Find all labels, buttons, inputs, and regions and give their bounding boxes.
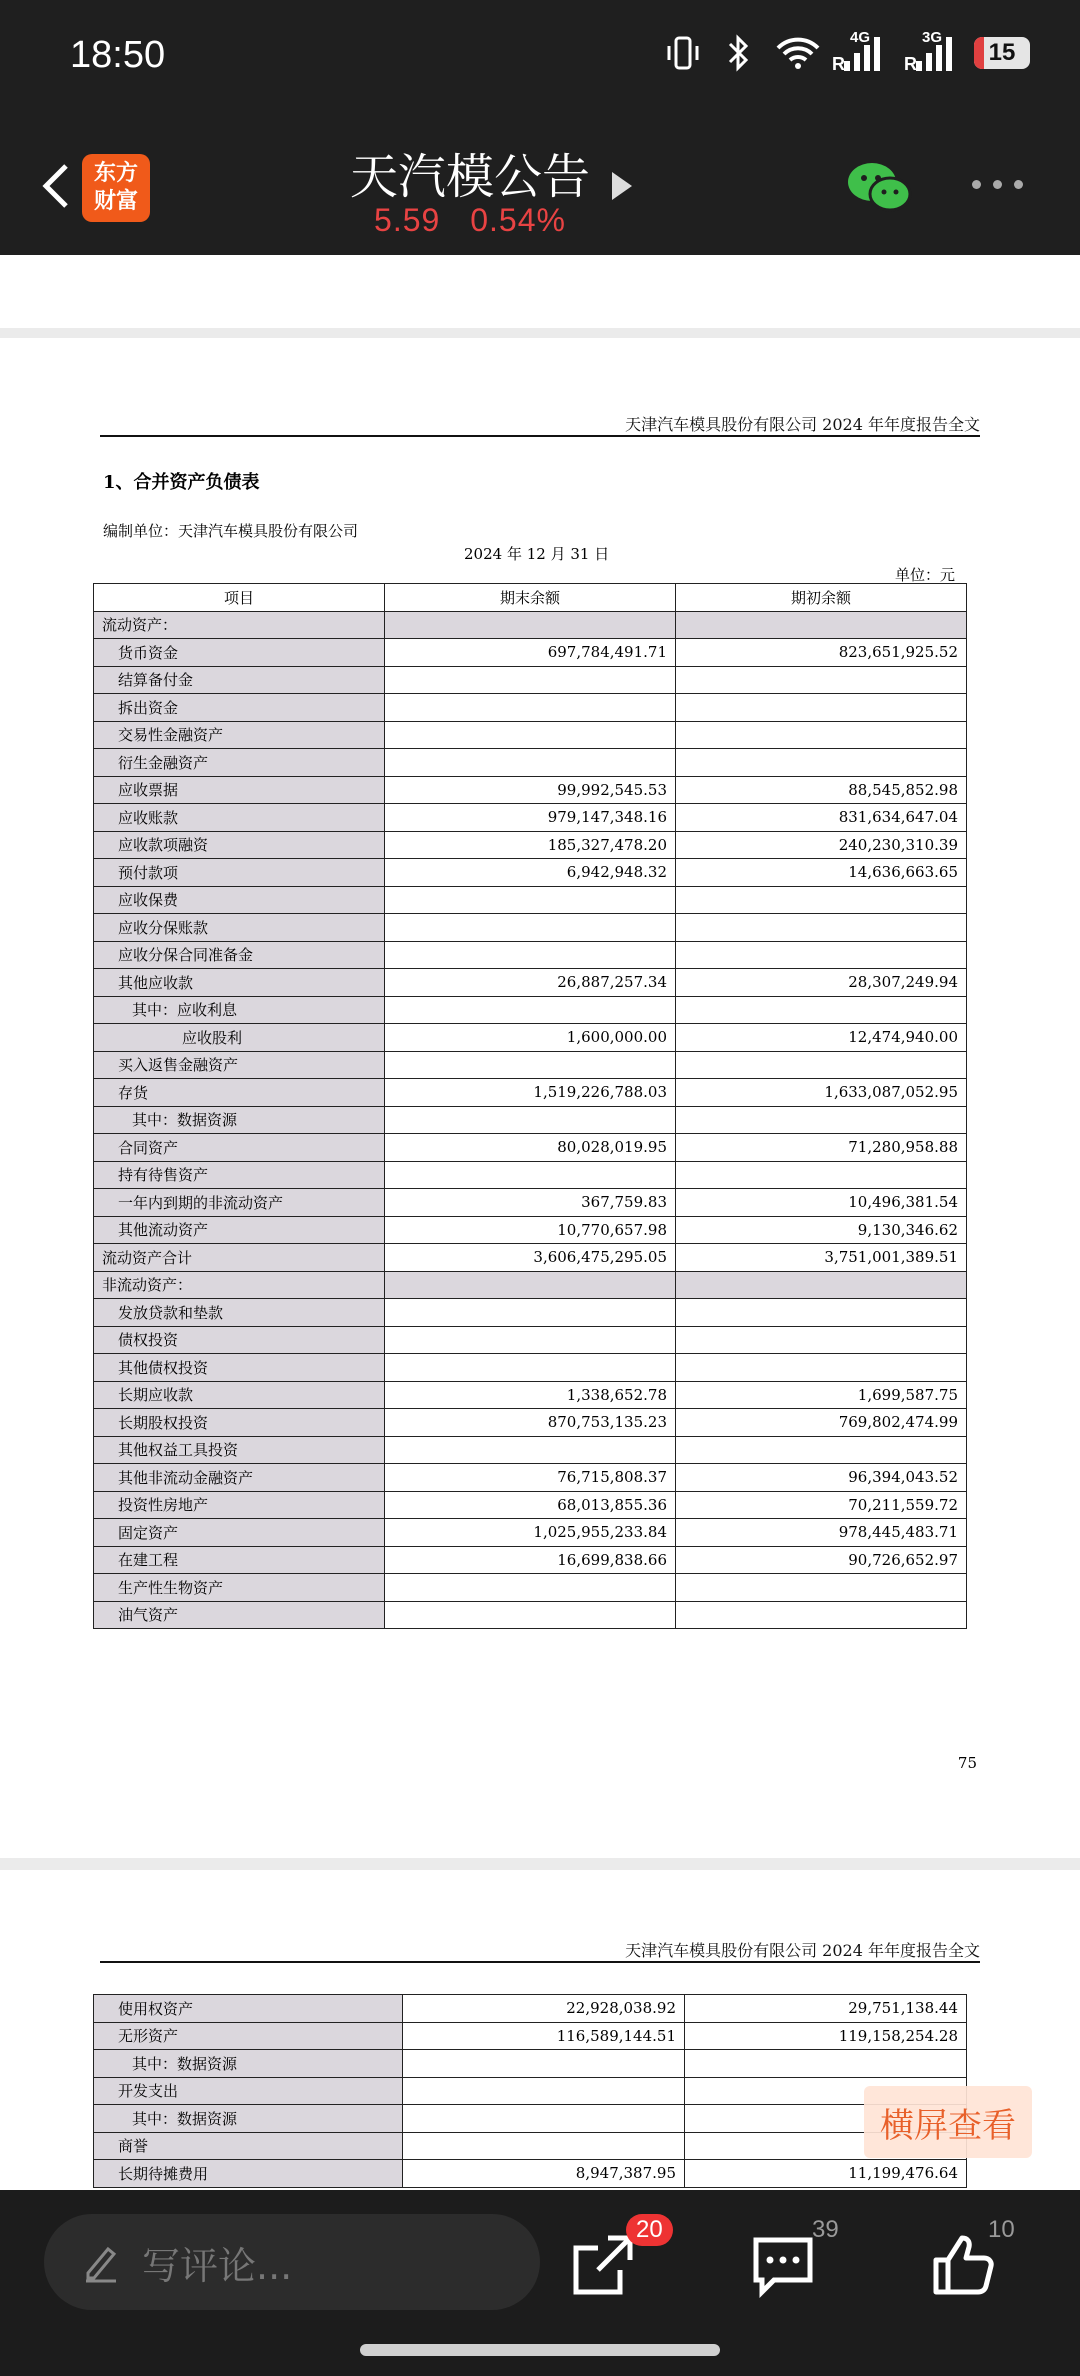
row-item-label: 无形资产 xyxy=(94,2022,403,2050)
row-item-label: 长期待摊费用 xyxy=(94,2160,403,2188)
row-end-balance: 76,715,808.37 xyxy=(385,1464,676,1492)
row-end-balance xyxy=(385,1326,676,1354)
row-item-label: 长期应收款 xyxy=(94,1381,385,1409)
row-begin-balance xyxy=(676,1436,967,1464)
compiler-label: 编制单位：天津汽车模具股份有限公司 xyxy=(103,522,359,540)
row-end-balance xyxy=(385,611,676,639)
row-begin-balance xyxy=(676,721,967,749)
table-row xyxy=(94,2132,967,2160)
row-begin-balance: 10,496,381.54 xyxy=(676,1189,967,1217)
row-begin-balance: 88,545,852.98 xyxy=(676,776,967,804)
table-row xyxy=(94,1995,967,2023)
row-item-label: 衍生金融资产 xyxy=(94,749,385,777)
table-row xyxy=(94,2160,967,2188)
row-item-label: 使用权资产 xyxy=(94,1995,403,2023)
comment-input[interactable] xyxy=(44,2214,540,2310)
row-item-label: 开发支出 xyxy=(94,2077,403,2105)
row-item-label: 应收分保合同准备金 xyxy=(94,941,385,969)
row-begin-balance: 1,699,587.75 xyxy=(676,1381,967,1409)
stock-price: 5.59 xyxy=(374,202,441,238)
row-begin-balance xyxy=(676,941,967,969)
row-end-balance: 80,028,019.95 xyxy=(385,1134,676,1162)
doc-header-rule xyxy=(100,435,980,437)
play-icon[interactable] xyxy=(612,172,632,200)
table-row xyxy=(94,1574,967,1602)
table-row xyxy=(94,1161,967,1189)
row-item-label: 流动资产： xyxy=(94,611,385,639)
table-row xyxy=(94,721,967,749)
comment-count: 39 xyxy=(812,2216,839,2243)
row-end-balance xyxy=(385,666,676,694)
row-begin-balance: 1,633,087,052.95 xyxy=(676,1079,967,1107)
status-bar xyxy=(0,0,1080,120)
row-end-balance xyxy=(385,1601,676,1629)
table-row xyxy=(94,1106,967,1134)
row-item-label: 应收款项融资 xyxy=(94,831,385,859)
table-row xyxy=(94,914,967,942)
row-begin-balance xyxy=(676,749,967,777)
share-icon[interactable] xyxy=(568,2230,638,2300)
row-end-balance: 16,699,838.66 xyxy=(385,1546,676,1574)
row-begin-balance xyxy=(676,1299,967,1327)
table-row xyxy=(94,1244,967,1272)
row-begin-balance xyxy=(676,666,967,694)
like-count: 10 xyxy=(988,2216,1015,2243)
row-item-label: 存货 xyxy=(94,1079,385,1107)
row-begin-balance: 3,751,001,389.51 xyxy=(676,1244,967,1272)
row-item-label: 债权投资 xyxy=(94,1326,385,1354)
row-begin-balance: 96,394,043.52 xyxy=(676,1464,967,1492)
row-end-balance xyxy=(385,1051,676,1079)
row-item-label: 流动资产合计 xyxy=(94,1244,385,1272)
row-item-label: 拆出资金 xyxy=(94,694,385,722)
row-begin-balance xyxy=(676,914,967,942)
row-end-balance xyxy=(385,886,676,914)
row-item-label: 发放贷款和垫款 xyxy=(94,1299,385,1327)
row-end-balance xyxy=(385,914,676,942)
row-item-label: 其中：应收利息 xyxy=(94,996,385,1024)
table-row xyxy=(94,1409,967,1437)
row-item-label: 生产性生物资产 xyxy=(94,1574,385,1602)
pencil-icon xyxy=(82,2241,120,2283)
page-number: 75 xyxy=(957,1754,977,1772)
row-item-label: 买入返售金融资产 xyxy=(94,1051,385,1079)
row-begin-balance xyxy=(676,886,967,914)
app-bar xyxy=(0,120,1080,255)
share-badge: 20 xyxy=(626,2214,673,2246)
row-begin-balance: 823,651,925.52 xyxy=(676,639,967,667)
row-begin-balance xyxy=(676,996,967,1024)
row-end-balance xyxy=(385,749,676,777)
row-item-label: 固定资产 xyxy=(94,1519,385,1547)
row-begin-balance xyxy=(676,1161,967,1189)
table-row xyxy=(94,2022,967,2050)
doc-header: 天津汽车模具股份有限公司 2024 年年度报告全文 xyxy=(625,415,980,434)
row-begin-balance xyxy=(676,1051,967,1079)
balance-sheet-table-2 xyxy=(93,1994,967,2188)
row-item-label: 在建工程 xyxy=(94,1546,385,1574)
comment-placeholder: 写评论... xyxy=(142,2243,293,2288)
row-end-balance xyxy=(403,2105,685,2133)
table-row xyxy=(94,1189,967,1217)
comment-icon[interactable] xyxy=(748,2230,818,2300)
row-item-label: 合同资产 xyxy=(94,1134,385,1162)
table-row xyxy=(94,2105,967,2133)
row-end-balance xyxy=(403,2132,685,2160)
table-row xyxy=(94,611,967,639)
table-row xyxy=(94,776,967,804)
table-row xyxy=(94,886,967,914)
vibrate-icon xyxy=(664,34,702,72)
table-row xyxy=(94,639,967,667)
table-row xyxy=(94,1024,967,1052)
table-row xyxy=(94,1491,967,1519)
row-item-label: 商誉 xyxy=(94,2132,403,2160)
stock-quote xyxy=(0,202,940,239)
table-row xyxy=(94,1354,967,1382)
row-end-balance: 367,759.83 xyxy=(385,1189,676,1217)
row-end-balance xyxy=(385,1436,676,1464)
row-item-label: 货币资金 xyxy=(94,639,385,667)
row-begin-balance: 978,445,483.71 xyxy=(676,1519,967,1547)
status-time: 18:50 xyxy=(70,34,166,76)
section-title: 1、合并资产负债表 xyxy=(103,472,260,493)
row-begin-balance: 831,634,647.04 xyxy=(676,804,967,832)
table-row xyxy=(94,1601,967,1629)
report-date: 2024 年 12 月 31 日 xyxy=(464,545,610,563)
row-end-balance: 1,600,000.00 xyxy=(385,1024,676,1052)
doc-header-2: 天津汽车模具股份有限公司 2024 年年度报告全文 xyxy=(625,1941,980,1960)
row-begin-balance xyxy=(676,611,967,639)
table-row xyxy=(94,1519,967,1547)
bottom-bar xyxy=(0,2190,1080,2376)
row-begin-balance: 71,280,958.88 xyxy=(676,1134,967,1162)
row-begin-balance xyxy=(676,1106,967,1134)
row-item-label: 结算备付金 xyxy=(94,666,385,694)
table-row xyxy=(94,1381,967,1409)
row-end-balance xyxy=(403,2077,685,2105)
row-end-balance: 8,947,387.95 xyxy=(403,2160,685,2188)
row-item-label: 其中：数据资源 xyxy=(94,1106,385,1134)
row-end-balance xyxy=(385,1106,676,1134)
table-row xyxy=(94,969,967,997)
table-row xyxy=(94,749,967,777)
row-end-balance xyxy=(403,2050,685,2078)
table-row xyxy=(94,694,967,722)
row-begin-balance: 240,230,310.39 xyxy=(676,831,967,859)
signal-4g: 4G R xyxy=(844,35,880,71)
row-begin-balance: 769,802,474.99 xyxy=(676,1409,967,1437)
row-begin-balance: 90,726,652.97 xyxy=(676,1546,967,1574)
table-row xyxy=(94,1271,967,1299)
row-end-balance xyxy=(385,1354,676,1382)
row-end-balance: 1,025,955,233.84 xyxy=(385,1519,676,1547)
wifi-icon xyxy=(774,34,822,72)
home-indicator[interactable] xyxy=(360,2344,720,2356)
row-begin-balance xyxy=(676,1574,967,1602)
table-row xyxy=(94,831,967,859)
eastmoney-logo[interactable]: 东方 财富 xyxy=(82,154,150,222)
table-row xyxy=(94,2050,967,2078)
row-item-label: 非流动资产： xyxy=(94,1271,385,1299)
row-item-label: 其中：数据资源 xyxy=(94,2105,403,2133)
table-row xyxy=(94,1299,967,1327)
status-icons xyxy=(664,29,1030,74)
more-icon[interactable] xyxy=(972,180,1023,189)
table-header-row xyxy=(94,584,967,612)
row-item-label: 油气资产 xyxy=(94,1601,385,1629)
table-header-cell: 期初余额 xyxy=(676,584,967,612)
row-end-balance: 1,338,652.78 xyxy=(385,1381,676,1409)
page-title: 天汽模公告 xyxy=(349,149,590,205)
landscape-view-button[interactable]: 横屏查看 xyxy=(864,2086,1032,2158)
table-row xyxy=(94,666,967,694)
signal-3g: 3G R xyxy=(916,35,952,71)
document-page xyxy=(0,338,1080,1858)
row-item-label: 其中：数据资源 xyxy=(94,2050,403,2078)
doc-header-rule-2 xyxy=(100,1961,980,1963)
row-end-balance: 870,753,135.23 xyxy=(385,1409,676,1437)
row-item-label: 应收保费 xyxy=(94,886,385,914)
table-row xyxy=(94,859,967,887)
row-item-label: 其他债权投资 xyxy=(94,1354,385,1382)
row-end-balance xyxy=(385,1574,676,1602)
row-end-balance xyxy=(385,1299,676,1327)
row-end-balance: 116,589,144.51 xyxy=(403,2022,685,2050)
bluetooth-icon xyxy=(724,34,752,72)
row-end-balance: 1,519,226,788.03 xyxy=(385,1079,676,1107)
row-begin-balance: 12,474,940.00 xyxy=(676,1024,967,1052)
row-item-label: 应收票据 xyxy=(94,776,385,804)
table-row xyxy=(94,941,967,969)
row-begin-balance: 70,211,559.72 xyxy=(676,1491,967,1519)
previous-page-bottom xyxy=(0,255,1080,328)
table-row xyxy=(94,1134,967,1162)
row-item-label: 应收账款 xyxy=(94,804,385,832)
row-begin-balance: 29,751,138.44 xyxy=(685,1995,967,2023)
row-item-label: 其他应收款 xyxy=(94,969,385,997)
row-begin-balance: 14,636,663.65 xyxy=(676,859,967,887)
row-end-balance: 979,147,348.16 xyxy=(385,804,676,832)
table-header-cell: 期末余额 xyxy=(385,584,676,612)
stock-change: 0.54% xyxy=(470,202,566,238)
row-end-balance: 697,784,491.71 xyxy=(385,639,676,667)
row-end-balance: 68,013,855.36 xyxy=(385,1491,676,1519)
table-row xyxy=(94,2077,967,2105)
row-begin-balance xyxy=(685,2050,967,2078)
balance-sheet-table xyxy=(93,583,967,1629)
row-end-balance: 26,887,257.34 xyxy=(385,969,676,997)
wechat-icon[interactable] xyxy=(846,160,912,214)
row-begin-balance: 28,307,249.94 xyxy=(676,969,967,997)
row-begin-balance: 9,130,346.62 xyxy=(676,1216,967,1244)
row-end-balance: 185,327,478.20 xyxy=(385,831,676,859)
row-item-label: 应收股利 xyxy=(94,1024,385,1052)
row-item-label: 一年内到期的非流动资产 xyxy=(94,1189,385,1217)
row-item-label: 交易性金融资产 xyxy=(94,721,385,749)
row-begin-balance: 119,158,254.28 xyxy=(685,2022,967,2050)
battery-icon: 15 xyxy=(974,37,1030,69)
row-item-label: 其他非流动金融资产 xyxy=(94,1464,385,1492)
row-end-balance xyxy=(385,721,676,749)
row-begin-balance: 11,199,476.64 xyxy=(685,2160,967,2188)
row-end-balance xyxy=(385,996,676,1024)
table-header-cell: 项目 xyxy=(94,584,385,612)
table-row xyxy=(94,1546,967,1574)
row-end-balance: 3,606,475,295.05 xyxy=(385,1244,676,1272)
row-item-label: 长期股权投资 xyxy=(94,1409,385,1437)
row-end-balance xyxy=(385,1271,676,1299)
row-item-label: 投资性房地产 xyxy=(94,1491,385,1519)
row-end-balance: 10,770,657.98 xyxy=(385,1216,676,1244)
row-begin-balance xyxy=(676,694,967,722)
unit-label: 单位：元 xyxy=(895,566,956,584)
row-end-balance xyxy=(385,941,676,969)
row-item-label: 持有待售资产 xyxy=(94,1161,385,1189)
row-item-label: 其他流动资产 xyxy=(94,1216,385,1244)
row-end-balance xyxy=(385,1161,676,1189)
table-row xyxy=(94,1079,967,1107)
table-row xyxy=(94,1326,967,1354)
row-begin-balance xyxy=(676,1354,967,1382)
row-item-label: 应收分保账款 xyxy=(94,914,385,942)
table-row xyxy=(94,1216,967,1244)
row-end-balance xyxy=(385,694,676,722)
table-row xyxy=(94,1436,967,1464)
table-row xyxy=(94,804,967,832)
row-end-balance: 99,992,545.53 xyxy=(385,776,676,804)
table-row xyxy=(94,996,967,1024)
row-item-label: 其他权益工具投资 xyxy=(94,1436,385,1464)
row-end-balance: 6,942,948.32 xyxy=(385,859,676,887)
table-row xyxy=(94,1051,967,1079)
roaming-label: R xyxy=(904,54,917,74)
table-row xyxy=(94,1464,967,1492)
row-end-balance: 22,928,038.92 xyxy=(403,1995,685,2023)
row-item-label: 预付款项 xyxy=(94,859,385,887)
row-begin-balance xyxy=(676,1271,967,1299)
row-begin-balance xyxy=(676,1601,967,1629)
row-begin-balance xyxy=(676,1326,967,1354)
